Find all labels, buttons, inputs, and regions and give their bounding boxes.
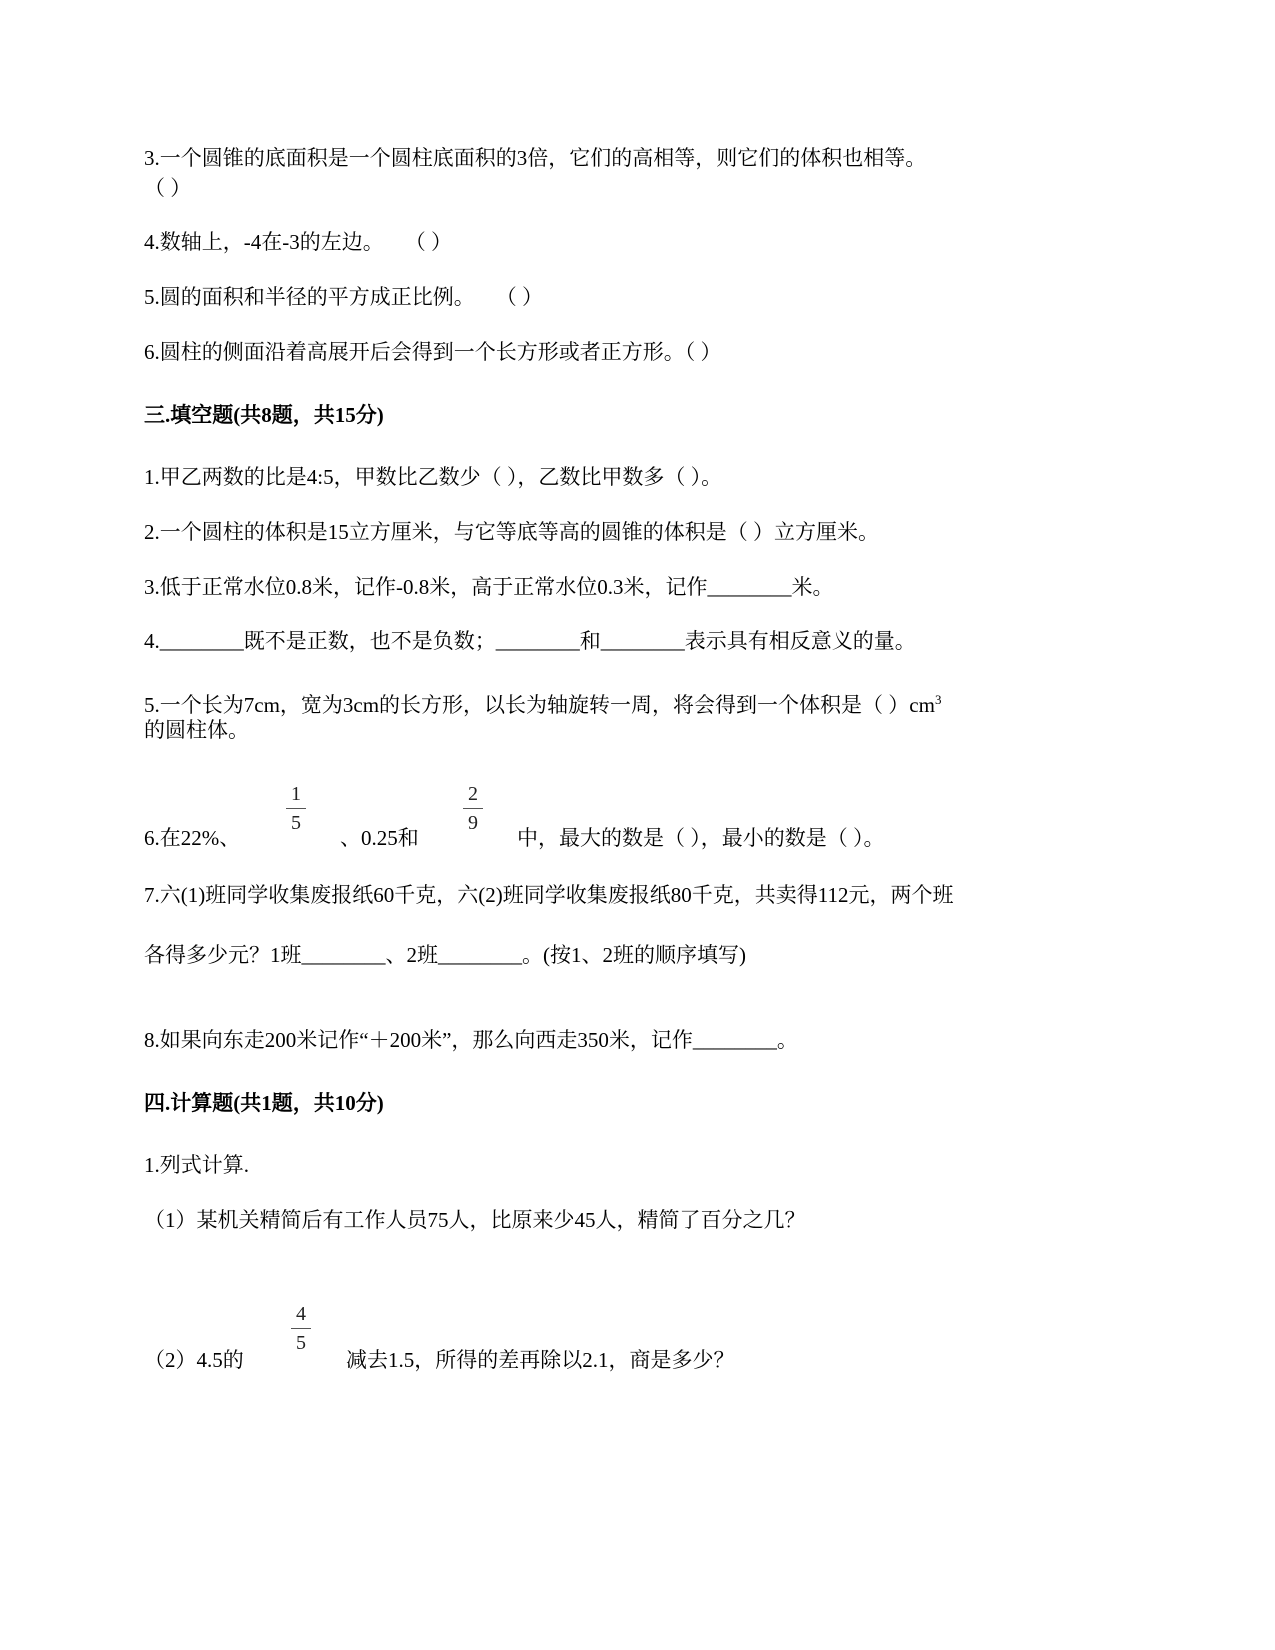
judge-q6: 6.圆柱的侧面沿着高展开后会得到一个长方形或者正方形。（ ） [144, 340, 722, 364]
fill-q3: 3.低于正常水位0.8米，记作-0.8米，高于正常水位0.3米，记作________米。 [144, 575, 834, 599]
fill-q6-c: 中，最大的数是（ ），最小的数是（ ）。 [517, 826, 885, 850]
fill-q8: 8.如果向东走200米记作“＋200米”，那么向西走350米，记作________。 [144, 1028, 798, 1052]
section4-title: 四.计算题(共1题，共10分) [144, 1091, 384, 1115]
fill-q1: 1.甲乙两数的比是4:5，甲数比乙数少（ ），乙数比甲数多（ ）。 [144, 465, 723, 489]
judge-q5: 5.圆的面积和半径的平方成正比例。 （ ） [144, 285, 543, 309]
fraction-4-5: 4 5 [291, 1302, 311, 1355]
fill-q5 [144, 687, 941, 718]
fill-q5-cont: 的圆柱体。 [144, 718, 249, 742]
calc-sub2-a: （2）4.5的 [144, 1348, 244, 1372]
fill-q2: 2.一个圆柱的体积是15立方厘米，与它等底等高的圆锥的体积是（ ）立方厘米。 [144, 520, 879, 544]
fill-q5-sup: 3 [934, 692, 942, 707]
fraction-2-9: 2 9 [463, 782, 483, 835]
fraction-1-5: 1 5 [286, 782, 306, 835]
calc-q1: 1.列式计算. [144, 1153, 249, 1177]
fill-q7-cont: 各得多少元？1班________、2班________。(按1、2班的顺序填写) [144, 943, 746, 967]
calc-sub2-b: 减去1.5，所得的差再除以2.1，商是多少？ [346, 1348, 735, 1372]
fill-q5-text: 5.一个长为7cm，宽为3cm的长方形，以长为轴旋转一周，将会得到一个体积是（ ）cm [144, 693, 935, 717]
fill-q6-a: 6.在22%、 [144, 826, 241, 850]
fill-q7: 7.六(1)班同学收集废报纸60千克，六(2)班同学收集废报纸80千克，共卖得112元，两个班 [144, 883, 954, 907]
judge-q3: 3.一个圆锥的底面积是一个圆柱底面积的3倍，它们的高相等，则它们的体积也相等。 [144, 146, 927, 170]
calc-sub1: （1）某机关精简后有工作人员75人，比原来少45人，精简了百分之几？ [144, 1208, 806, 1232]
fill-q6-b: 、0.25和 [340, 826, 419, 850]
judge-q4: 4.数轴上，-4在-3的左边。 （ ） [144, 230, 452, 254]
fill-q4: 4.________既不是正数，也不是负数；________和________表示具有相反意义的量。 [144, 629, 916, 653]
judge-q3-paren: （ ） [144, 176, 192, 200]
section3-title: 三.填空题(共8题，共15分) [144, 403, 384, 427]
